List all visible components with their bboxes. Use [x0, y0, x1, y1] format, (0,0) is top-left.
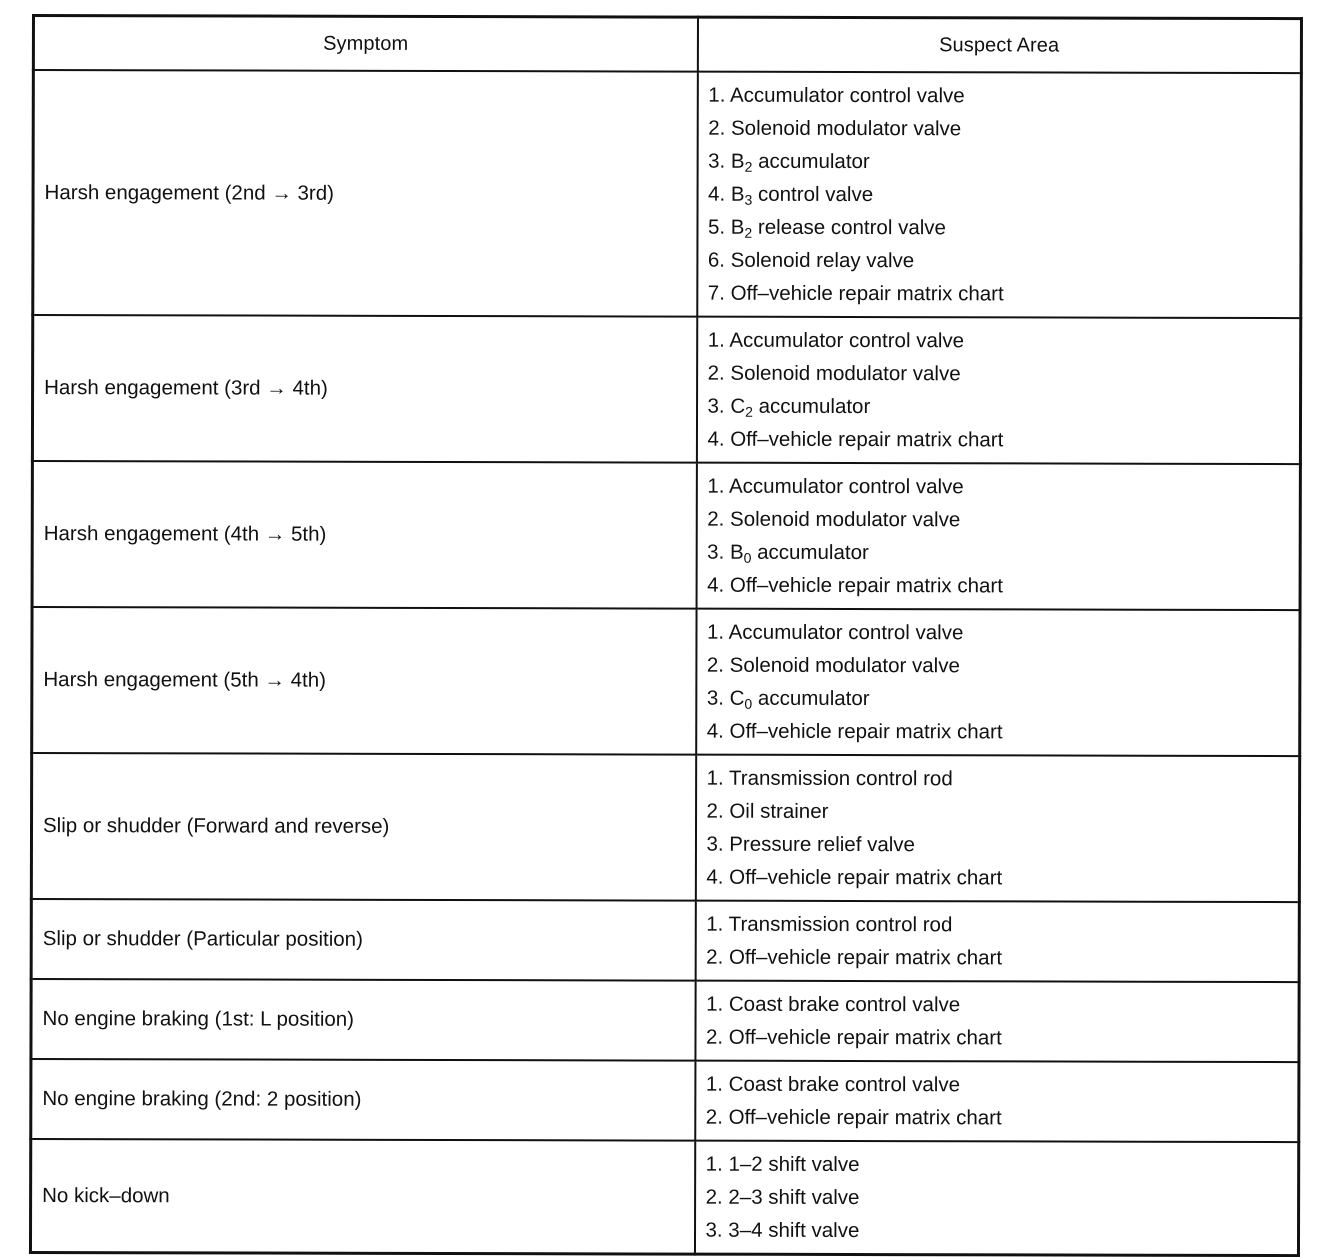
- item-subscript: 3: [744, 191, 753, 208]
- suspect-area-cell: [696, 609, 1300, 756]
- table-row: [31, 979, 1299, 1062]
- header-row: [33, 16, 1301, 74]
- item-text: accumulator: [751, 540, 869, 565]
- suspect-area-item: 1. Accumulator control valve: [707, 328, 965, 353]
- suspect-area-item: 7. Off–vehicle repair matrix chart: [707, 281, 1004, 306]
- symptom-column-header: Symptom: [33, 16, 697, 72]
- symptom-suspect-table: [29, 14, 1303, 1257]
- suspect-area-item: 1. Coast brake control valve: [706, 992, 961, 1017]
- item-text: accumulator: [752, 394, 871, 419]
- item-text: control valve: [752, 182, 874, 207]
- symptom-cell: Harsh engagement (5th → 4th): [32, 607, 696, 755]
- item-text: 3. C: [706, 686, 745, 710]
- suspect-area-item: [708, 178, 1292, 212]
- suspect-area-cell: [696, 463, 1300, 610]
- symptom-cell: No engine braking (1st: L position): [31, 979, 695, 1061]
- symptom-cell: Harsh engagement (3rd → 4th): [32, 315, 696, 463]
- suspect-area-item: 1. Accumulator control valve: [708, 83, 965, 108]
- suspect-area-cell: [694, 1141, 1298, 1256]
- suspect-area-item: 1. Accumulator control valve: [707, 474, 964, 499]
- item-text: 3. C: [707, 394, 746, 418]
- suspect-area-item: 3. Pressure relief valve: [706, 832, 916, 857]
- suspect-area-item: 2. Solenoid modulator valve: [706, 653, 960, 678]
- item-text: 3. B: [707, 540, 744, 564]
- suspect-area-item: 4. Off–vehicle repair matrix chart: [706, 719, 1003, 744]
- item-text: 3. B: [708, 149, 745, 173]
- suspect-area-item: 1. 1–2 shift valve: [705, 1152, 860, 1177]
- suspect-area-item: [708, 211, 1292, 245]
- table-row: [32, 607, 1300, 756]
- suspect-area-item: [707, 536, 1291, 570]
- table-row: [31, 899, 1299, 982]
- suspect-area-item: 2. 2–3 shift valve: [705, 1185, 860, 1210]
- suspect-area-item: [707, 682, 1291, 716]
- table-row: [31, 753, 1299, 902]
- suspect-area-item: 3. 3–4 shift valve: [705, 1218, 860, 1243]
- item-subscript: 0: [743, 549, 752, 566]
- item-subscript: 0: [744, 695, 753, 712]
- item-subscript: 2: [745, 403, 753, 420]
- item-subscript: 2: [744, 224, 753, 241]
- troubleshooting-sheet: [29, 14, 1300, 1243]
- suspect-area-item: 2. Solenoid modulator valve: [708, 116, 962, 141]
- symptom-cell: Harsh engagement (4th → 5th): [32, 461, 696, 609]
- suspect-area-cell: [697, 72, 1302, 318]
- suspect-area-cell: [695, 981, 1299, 1062]
- suspect-area-item: [708, 145, 1292, 179]
- suspect-area-cell: [696, 317, 1300, 464]
- suspect-area-item: 4. Off–vehicle repair matrix chart: [707, 427, 1004, 452]
- suspect-area-item: 2. Solenoid modulator valve: [707, 361, 961, 386]
- table-row: [33, 70, 1302, 318]
- symptom-cell: No kick–down: [30, 1139, 694, 1254]
- suspect-area-item: 6. Solenoid relay valve: [707, 248, 915, 273]
- suspect-area-item: 2. Oil strainer: [706, 799, 829, 823]
- item-text: 4. B: [708, 182, 745, 206]
- table-row: [32, 461, 1300, 610]
- suspect-area-item: 1. Accumulator control valve: [706, 620, 964, 645]
- suspect-area-column-header: Suspect Area: [697, 17, 1301, 73]
- item-text: accumulator: [752, 686, 870, 711]
- symptom-cell: Slip or shudder (Forward and reverse): [31, 753, 695, 901]
- suspect-area-item: 4. Off–vehicle repair matrix chart: [706, 865, 1003, 890]
- symptom-cell: Harsh engagement (2nd → 3rd): [33, 70, 698, 317]
- suspect-area-item: 2. Off–vehicle repair matrix chart: [706, 945, 1003, 970]
- table-header: [33, 16, 1301, 74]
- table-row: [31, 1059, 1299, 1142]
- table-row: [30, 1139, 1298, 1256]
- suspect-area-item: [708, 390, 1292, 424]
- suspect-area-cell: [695, 1061, 1299, 1142]
- symptom-cell: No engine braking (2nd: 2 position): [31, 1059, 695, 1141]
- suspect-area-item: 2. Solenoid modulator valve: [707, 507, 961, 532]
- item-subscript: 2: [744, 158, 753, 175]
- suspect-area-cell: [695, 901, 1299, 982]
- item-text: 5. B: [707, 215, 745, 239]
- item-text: release control valve: [752, 215, 946, 240]
- item-text: accumulator: [752, 149, 870, 174]
- symptom-cell: Slip or shudder (Particular position): [31, 899, 695, 981]
- suspect-area-item: 2. Off–vehicle repair matrix chart: [705, 1025, 1002, 1050]
- table-body: [30, 70, 1301, 1256]
- suspect-area-item: 1. Transmission control rod: [706, 912, 953, 937]
- table-row: [32, 315, 1300, 464]
- suspect-area-cell: [695, 755, 1299, 902]
- suspect-area-item: 1. Transmission control rod: [706, 766, 953, 791]
- suspect-area-item: 2. Off–vehicle repair matrix chart: [705, 1105, 1002, 1130]
- suspect-area-item: 1. Coast brake control valve: [705, 1072, 961, 1097]
- suspect-area-item: 4. Off–vehicle repair matrix chart: [707, 573, 1003, 598]
